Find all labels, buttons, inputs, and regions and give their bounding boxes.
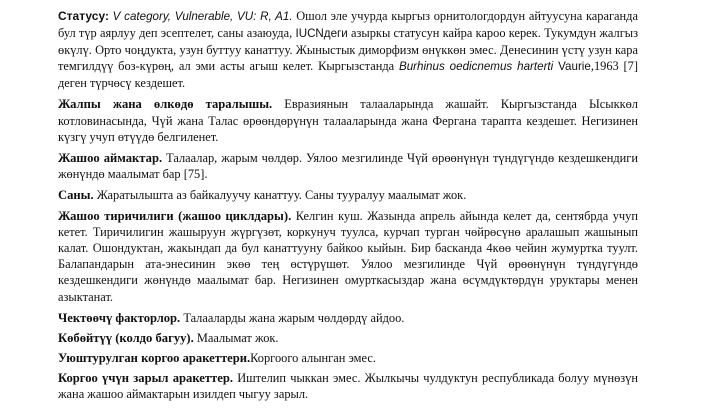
status-latin-name: Burhinus oedicnemus harterti bbox=[398, 60, 554, 74]
required-measures-label: Коргоо үчүн зарыл аракеттер. bbox=[58, 370, 233, 385]
numbers-label: Саны. bbox=[58, 187, 94, 202]
limiting-factors-label: Чектөөчү факторлор. bbox=[58, 310, 181, 325]
habitat-label: Жашоо аймактар. bbox=[58, 150, 163, 165]
protection-measures-paragraph bbox=[58, 350, 638, 366]
life-cycle-paragraph bbox=[58, 208, 638, 305]
document-page bbox=[58, 8, 638, 407]
life-cycle-label: Жашоо тиричилиги (жашоо циклдары). bbox=[58, 209, 292, 224]
status-label: Статусу: bbox=[58, 9, 109, 23]
required-measures-text: Иштелип чыккан эмес. Жылкычы чулдуктун республикада болуу мүнөзүн жана жашоо аймактарын изилдеп чыгуу зарыл. bbox=[58, 370, 638, 401]
distribution-paragraph bbox=[58, 96, 638, 144]
status-text-1: Ошол эле учурда кыргыз орнитологдордун айтуусуна караганда бул түр аярлуу деп эсептелет, саны азаюуда, bbox=[58, 9, 638, 41]
habitat-text: Талаалар, жарым чөлдөр. Уялоо мезгилинде Чүй өрөөнүнүн түндүгүндө кездешкендиги жөнүндө маалымат бар [75]. bbox=[58, 150, 639, 181]
protection-measures-label: Уюштурулган коргоо аракеттери. bbox=[58, 350, 251, 365]
breeding-text: Маалымат жок. bbox=[193, 330, 279, 345]
status-text-3: ,1963 [7] деген түрчөсү кездешет. bbox=[58, 59, 638, 91]
protection-measures-text: Коргоого алынган эмес. bbox=[250, 350, 376, 365]
limiting-factors-paragraph bbox=[58, 310, 638, 326]
numbers-text: Жаратылышта аз байкалуучу канаттуу. Саны тууралуу маалымат жок. bbox=[93, 187, 467, 202]
limiting-factors-text: Талааларды жана жарым чөлдөрдү айдоо. bbox=[180, 310, 405, 325]
required-measures-paragraph bbox=[58, 370, 638, 402]
breeding-paragraph bbox=[58, 330, 638, 346]
status-iucn: IUCNдеги bbox=[295, 27, 348, 41]
status-author: Vaurie bbox=[553, 60, 591, 74]
numbers-paragraph bbox=[58, 187, 638, 203]
distribution-label: Жалпы жана өлкөдө таралышы. bbox=[58, 97, 273, 112]
distribution-text: Евразиянын талааларында жашайт. Кыргызстанда Ысыккөл котловинасында, Чүй жана Талас өрөөндөрүнүн талааларында жана Фергана тарапта кездешет. Негизинен күзгү учуп өтүүдө белгиленет. bbox=[58, 97, 638, 144]
breeding-label: Көбөйтүү (колдо багуу). bbox=[58, 330, 194, 345]
life-cycle-text: Келгин куш. Жазында апрель айында келет да, сентябрда учуп кетет. Тиричилигин жашыруун жүргүзөт, коркунуч туулса, курчап турган чөйрөсүнө аралашып жашынып калат. Ошондуктан, жакындап да бул канаттууну байкоо кыйын. Бир басканда 4көө чейин жумуртка туулт. Балапандарын ата-энесинин экөө тең өстүрүшөт. Уялоо мезгилинде Чүй өрөөнүнүн түндүгүндө кездешкендиги жөнүндө маалымат бар. Негизинен омурткасыздар жана өсүмдүктөрдүн уруктары менен азыктанат. bbox=[58, 209, 638, 304]
status-text-2: азыркы статусун кайра кароо керек. Тукумдун жалгыз өкүлү. Орто чоңдукта, узун буттуу канаттуу. Жыныстык диморфизм өнүккөн эмес. Денесинин үстү узун кара темгилдүү боз-күрөң, ал эми асты агыш келет. Кыргызстанда bbox=[58, 26, 638, 74]
status-category: V category, Vulnerable, VU: R, A1. bbox=[112, 10, 293, 23]
habitat-paragraph bbox=[58, 150, 638, 182]
status-paragraph bbox=[58, 8, 638, 91]
